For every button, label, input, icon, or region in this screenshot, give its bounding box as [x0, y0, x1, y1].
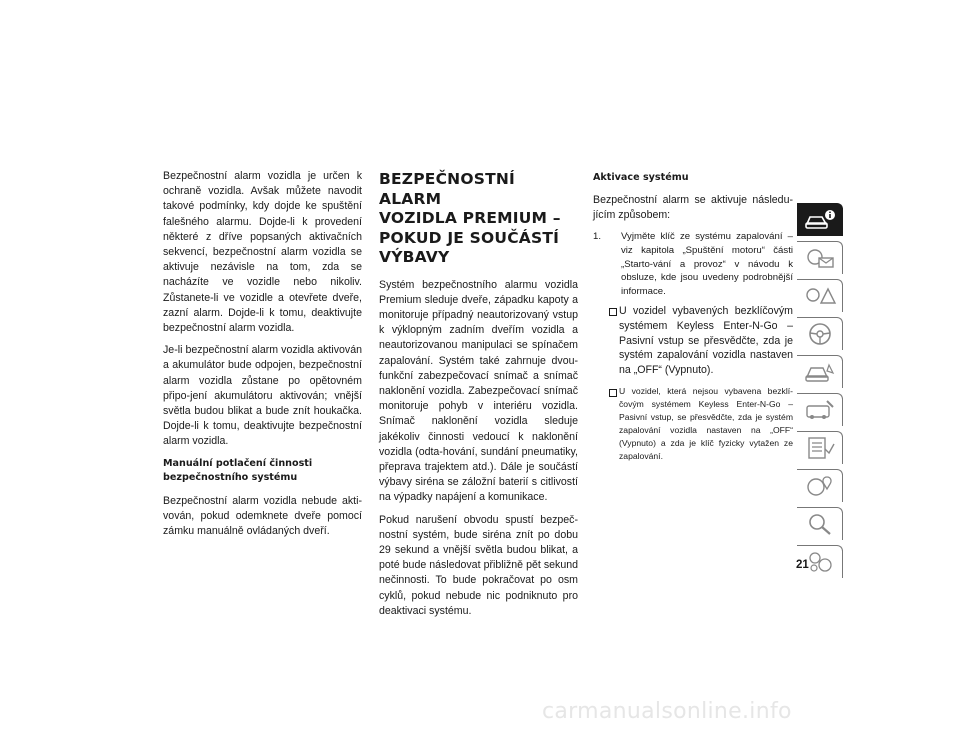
- watermark: carmanualsonline.info: [542, 699, 792, 724]
- square-bullet-icon: [609, 389, 617, 397]
- chapter-heading: [379, 170, 578, 268]
- tab-car-crash[interactable]: [797, 355, 843, 388]
- tab-search[interactable]: [797, 507, 843, 540]
- heading-line: BEZPEČNOSTNÍ ALARM: [379, 170, 515, 208]
- page-number: 21: [796, 559, 809, 571]
- paragraph: Systém bezpečnostního alarmu vozidla Premium sleduje dveře, západku kapoty a monitoruje případný neautorizovaný vstup k výklopným zadním dveřím vozidla a neautorizovanou manipulaci se spínačem zapalování. Systém také zahrnuje dvou-funkční zabezpečovací snímač a snímač naklonění vozidla. Zabezpečovací snímač monitoruje pohyb v interiéru vozidla. Snímač naklonění vozidla sleduje jakékoliv činnosti vedoucí k naklonění vozidla (odta-hování, sundání pneumatiky, přeprava trajektem atd.). Dále je součástí výbavy siréna se záložní baterií s citlivostí na výpadky napájení a komunikace.: [379, 278, 578, 504]
- bullet-text: U vozidel vybavených bezklíčovým systémem Keyless Enter-N-Go – Pasivní vstup se přesvědčte, zda je systém zapalování vozidla nastaven na „OFF“ (Vypnuto).: [619, 305, 793, 376]
- tab-car-service[interactable]: [797, 393, 843, 426]
- heading-line: VOZIDLA PREMIUM –: [379, 209, 561, 227]
- paragraph: Bezpečnostní alarm vozidla nebude akti-vován, pokud odemknete dveře pomocí zámku manuálně ovládaných dveří.: [163, 494, 362, 538]
- warning-lights-icon: [803, 283, 837, 309]
- section-heading: Aktivace systému: [593, 172, 689, 183]
- middle-column: [379, 170, 578, 626]
- search-icon: [803, 511, 837, 537]
- paragraph: Bezpečnostní alarm vozidla je určen k ochraně vozidla. Avšak můžete navodit takové podmínky, kdy dojde ke spuštění falešného alarmu. Dojde-li k provedení některé z dříve popsaných aktivačních sekvencí, bezpečnostní alarm vozidla se aktivuje nezávisle na tom, zda se nacházíte ve vozidle nebo nikoliv. Zůstanete-li ve vozidle a otevřete dveře, zazní alarm. Dojde-li k tomu, deaktivujte bezpečnostní alarm vozidla.: [163, 170, 362, 335]
- car-info-icon: [803, 207, 837, 233]
- section-heading: [163, 457, 362, 485]
- left-column: [163, 169, 362, 546]
- car-crash-icon: [803, 359, 837, 385]
- steering-wheel-icon: [803, 321, 837, 347]
- tab-warning-lights[interactable]: [797, 279, 843, 312]
- tab-map[interactable]: [797, 469, 843, 502]
- list-text: Vyjměte klíč ze systému zapalování – viz kapitola „Spuštění motoru“ části „Starto-vání a provoz“ v návodu k obsluze, kde jsou uvedeny podrobnější informace.: [621, 231, 793, 297]
- heading-line: bezpečnostního systému: [163, 471, 298, 483]
- tab-car-info[interactable]: [797, 203, 843, 236]
- chapter-tab-bar: [797, 203, 843, 583]
- square-bullet-icon: [609, 308, 617, 316]
- checklist-icon: [803, 435, 837, 461]
- car-service-icon: [803, 397, 837, 423]
- heading-line: VÝBAVY: [379, 248, 450, 266]
- list-number: 1.: [593, 231, 602, 243]
- tab-steering[interactable]: [797, 317, 843, 350]
- bullet-item: [593, 304, 793, 377]
- right-column: [593, 169, 793, 471]
- paragraph: Je-li bezpečnostní alarm vozidla aktivován a akumulátor bude odpojen, bezpečnostní alarm vozidla zůstane po opětovném připo-jení akumulátoru aktivován; vnější světla budou blikat a bude znít houkačka. Dojde-li k tomu, deaktivujte bezpečnostní alarm vozidla.: [163, 344, 362, 448]
- list-item: [593, 230, 793, 298]
- map-pin-icon: [803, 473, 837, 499]
- numbered-list: [593, 230, 793, 298]
- heading-line: Manuální potlačení činnosti: [163, 457, 313, 469]
- tab-mail[interactable]: [797, 241, 843, 274]
- tab-checklist[interactable]: [797, 431, 843, 464]
- paragraph: Pokud narušení obvodu spustí bezpeč-nostní systém, bude siréna znít po dobu 29 sekund a vnější světla budou blikat, a poté bude následovat přibližně pět sekund nečinnosti. To bude pokračovat po osm cyklů, pokud nebude nic podniknuto pro deaktivaci systému.: [379, 513, 578, 617]
- heading-line: POKUD JE SOUČÁSTÍ: [379, 228, 560, 247]
- paragraph: Bezpečnostní alarm se aktivuje následu-jícím způsobem:: [593, 194, 793, 222]
- mail-icon: [803, 245, 837, 271]
- bullet-item: [593, 385, 793, 463]
- bullet-text: U vozidel, která nejsou vybavena bezklí-čovým systémem Keyless Enter-N-Go – Pasivní vstup, se přesvědčte, zda je systém zapalování vozidla nastaven na „OFF“ (Vypnuto) a zda je klíč fyzicky vytažen ze zapalování.: [619, 386, 793, 462]
